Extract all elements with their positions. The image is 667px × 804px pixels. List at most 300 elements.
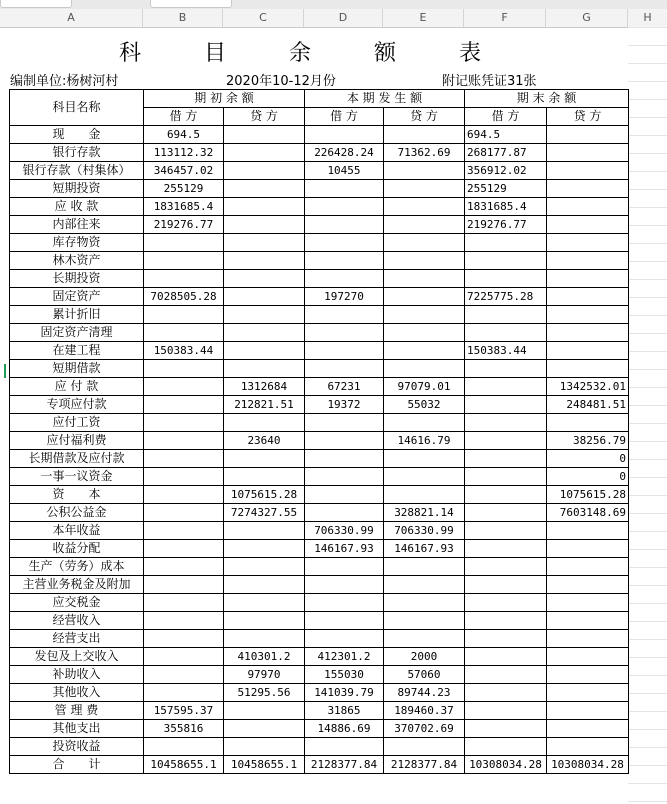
amount-cell[interactable] — [144, 468, 224, 486]
table-row — [10, 144, 629, 162]
subject-name-cell[interactable]: 应交税金 — [10, 594, 144, 612]
amount-cell[interactable]: 7274327.55 — [224, 504, 305, 522]
amount-cell[interactable] — [384, 468, 465, 486]
amount-cell[interactable] — [224, 414, 305, 432]
amount-cell[interactable] — [384, 738, 465, 756]
amount-cell[interactable] — [547, 270, 629, 288]
subject-name-cell[interactable]: 资 本 — [10, 486, 144, 504]
amount-cell[interactable] — [465, 378, 547, 396]
amount-cell[interactable] — [547, 360, 629, 378]
amount-cell[interactable] — [384, 612, 465, 630]
subject-name-cell[interactable]: 短期投资 — [10, 180, 144, 198]
subject-name-cell[interactable]: 公积公益金 — [10, 504, 144, 522]
amount-cell[interactable]: 410301.2 — [224, 648, 305, 666]
amount-cell[interactable] — [547, 252, 629, 270]
amount-cell[interactable]: 71362.69 — [384, 144, 465, 162]
amount-cell[interactable] — [547, 738, 629, 756]
amount-cell[interactable] — [305, 324, 384, 342]
amount-cell[interactable] — [547, 126, 629, 144]
amount-cell[interactable] — [224, 540, 305, 558]
amount-cell[interactable]: 67231 — [305, 378, 384, 396]
column-header-f[interactable]: F — [464, 9, 546, 27]
amount-cell[interactable] — [547, 540, 629, 558]
amount-cell[interactable]: 1831685.4 — [144, 198, 224, 216]
amount-cell[interactable] — [144, 432, 224, 450]
subject-name-cell[interactable]: 累计折旧 — [10, 306, 144, 324]
workbook-tab-strip — [0, 0, 667, 9]
amount-cell[interactable] — [224, 216, 305, 234]
amount-cell[interactable] — [384, 180, 465, 198]
subject-name-cell[interactable]: 在建工程 — [10, 342, 144, 360]
amount-cell[interactable] — [305, 252, 384, 270]
amount-cell[interactable]: 146167.93 — [305, 540, 384, 558]
subject-name-cell[interactable]: 其他收入 — [10, 684, 144, 702]
amount-cell[interactable] — [547, 594, 629, 612]
amount-cell[interactable] — [144, 324, 224, 342]
amount-cell[interactable]: 51295.56 — [224, 684, 305, 702]
amount-cell[interactable] — [465, 576, 547, 594]
table-row — [10, 378, 629, 396]
amount-cell[interactable] — [547, 720, 629, 738]
subject-name-cell[interactable]: 内部往来 — [10, 216, 144, 234]
amount-cell[interactable]: 706330.99 — [305, 522, 384, 540]
amount-cell[interactable]: 226428.24 — [305, 144, 384, 162]
amount-cell[interactable] — [144, 666, 224, 684]
amount-cell[interactable] — [384, 270, 465, 288]
amount-cell[interactable] — [465, 612, 547, 630]
amount-cell[interactable] — [547, 324, 629, 342]
column-header-a[interactable]: A — [0, 9, 143, 27]
amount-cell[interactable] — [305, 216, 384, 234]
amount-cell[interactable] — [465, 522, 547, 540]
amount-cell[interactable] — [384, 306, 465, 324]
table-row — [10, 648, 629, 666]
table-row — [10, 576, 629, 594]
amount-cell[interactable]: 328821.14 — [384, 504, 465, 522]
table-row — [10, 414, 629, 432]
amount-cell[interactable]: 113112.32 — [144, 144, 224, 162]
amount-cell[interactable]: 89744.23 — [384, 684, 465, 702]
amount-cell[interactable] — [224, 270, 305, 288]
amount-cell[interactable] — [305, 270, 384, 288]
amount-cell[interactable] — [224, 522, 305, 540]
amount-cell[interactable]: 189460.37 — [384, 702, 465, 720]
amount-cell[interactable] — [144, 558, 224, 576]
amount-cell[interactable] — [224, 144, 305, 162]
table-row — [10, 684, 629, 702]
amount-cell[interactable]: 412301.2 — [305, 648, 384, 666]
amount-cell[interactable]: 14616.79 — [384, 432, 465, 450]
amount-cell[interactable]: 706330.99 — [384, 522, 465, 540]
amount-cell[interactable] — [465, 360, 547, 378]
amount-cell[interactable] — [144, 684, 224, 702]
amount-cell[interactable]: 10458655.1 — [144, 756, 224, 774]
subject-name-cell[interactable]: 短期借款 — [10, 360, 144, 378]
subject-name-cell[interactable]: 发包及上交收入 — [10, 648, 144, 666]
amount-cell[interactable] — [465, 738, 547, 756]
amount-cell[interactable] — [224, 468, 305, 486]
amount-cell[interactable] — [224, 558, 305, 576]
amount-cell[interactable]: 7225775.28 — [465, 288, 547, 306]
amount-cell[interactable]: 370702.69 — [384, 720, 465, 738]
subject-name-cell[interactable]: 投资收益 — [10, 738, 144, 756]
amount-cell[interactable] — [384, 288, 465, 306]
amount-cell[interactable]: 7028505.28 — [144, 288, 224, 306]
amount-cell[interactable] — [144, 612, 224, 630]
amount-cell[interactable]: 1075615.28 — [547, 486, 629, 504]
amount-cell[interactable] — [384, 324, 465, 342]
amount-cell[interactable] — [384, 594, 465, 612]
column-header-bar — [0, 9, 667, 28]
amount-cell[interactable] — [547, 648, 629, 666]
amount-cell[interactable] — [384, 414, 465, 432]
header-debit[interactable]: 借 方 — [305, 108, 384, 126]
column-header-c[interactable]: C — [223, 9, 304, 27]
amount-cell[interactable] — [465, 594, 547, 612]
header-subject-name[interactable]: 科目名称 — [10, 90, 144, 126]
header-credit[interactable]: 贷 方 — [547, 108, 629, 126]
amount-cell[interactable] — [224, 450, 305, 468]
amount-cell[interactable] — [144, 630, 224, 648]
amount-cell[interactable] — [384, 630, 465, 648]
period-label: 2020年10-12月份 — [226, 74, 336, 89]
header-credit[interactable]: 贷 方 — [384, 108, 465, 126]
amount-cell[interactable] — [384, 252, 465, 270]
total-row — [10, 756, 629, 774]
amount-cell[interactable] — [144, 306, 224, 324]
amount-cell[interactable] — [144, 270, 224, 288]
amount-cell[interactable]: 694.5 — [144, 126, 224, 144]
amount-cell[interactable] — [144, 450, 224, 468]
subject-name-cell[interactable]: 固定资产清理 — [10, 324, 144, 342]
amount-cell[interactable] — [224, 288, 305, 306]
subject-name-cell[interactable]: 林木资产 — [10, 252, 144, 270]
table-row — [10, 180, 629, 198]
subject-name-cell[interactable]: 经营支出 — [10, 630, 144, 648]
amount-cell[interactable] — [305, 180, 384, 198]
amount-cell[interactable]: 212821.51 — [224, 396, 305, 414]
table-row — [10, 666, 629, 684]
table-row — [10, 450, 629, 468]
subject-name-cell[interactable]: 本年收益 — [10, 522, 144, 540]
amount-cell[interactable] — [305, 414, 384, 432]
amount-cell[interactable] — [465, 468, 547, 486]
subject-name-cell[interactable]: 主营业务税金及附加 — [10, 576, 144, 594]
header-current-amount[interactable]: 本 期 发 生 额 — [305, 90, 465, 108]
amount-cell[interactable] — [224, 342, 305, 360]
table-row — [10, 612, 629, 630]
amount-cell[interactable] — [305, 198, 384, 216]
sheet-tab[interactable] — [0, 0, 72, 8]
amount-cell[interactable] — [144, 234, 224, 252]
amount-cell[interactable] — [224, 198, 305, 216]
amount-cell[interactable] — [305, 576, 384, 594]
amount-cell[interactable]: 155030 — [305, 666, 384, 684]
subject-name-cell[interactable]: 管 理 费 — [10, 702, 144, 720]
amount-cell[interactable]: 150383.44 — [465, 342, 547, 360]
subject-name-cell[interactable]: 长期借款及应付款 — [10, 450, 144, 468]
table-row — [10, 558, 629, 576]
amount-cell[interactable] — [465, 504, 547, 522]
subject-name-cell[interactable]: 银行存款 — [10, 144, 144, 162]
amount-cell[interactable] — [224, 180, 305, 198]
sheet-tab[interactable] — [150, 0, 232, 8]
table-row — [10, 468, 629, 486]
amount-cell[interactable] — [465, 720, 547, 738]
amount-cell[interactable] — [465, 414, 547, 432]
amount-cell[interactable]: 197270 — [305, 288, 384, 306]
spreadsheet-area[interactable] — [0, 27, 667, 804]
amount-cell[interactable]: 97079.01 — [384, 378, 465, 396]
amount-cell[interactable]: 10455 — [305, 162, 384, 180]
column-header-h[interactable]: H — [643, 11, 652, 24]
amount-cell[interactable] — [547, 198, 629, 216]
amount-cell[interactable] — [305, 504, 384, 522]
amount-cell[interactable] — [465, 630, 547, 648]
amount-cell[interactable] — [305, 558, 384, 576]
amount-cell[interactable] — [465, 432, 547, 450]
amount-cell[interactable]: 146167.93 — [384, 540, 465, 558]
amount-cell[interactable] — [547, 522, 629, 540]
amount-cell[interactable] — [465, 234, 547, 252]
subject-name-cell[interactable]: 经营收入 — [10, 612, 144, 630]
amount-cell[interactable] — [547, 234, 629, 252]
amount-cell[interactable]: 1075615.28 — [224, 486, 305, 504]
amount-cell[interactable] — [465, 396, 547, 414]
table-row — [10, 594, 629, 612]
header-debit[interactable]: 借 方 — [465, 108, 547, 126]
table-row — [10, 702, 629, 720]
amount-cell[interactable]: 57060 — [384, 666, 465, 684]
amount-cell[interactable] — [305, 234, 384, 252]
subject-name-cell[interactable]: 库存物资 — [10, 234, 144, 252]
column-header-b[interactable]: B — [143, 9, 223, 27]
amount-cell[interactable] — [547, 576, 629, 594]
amount-cell[interactable] — [384, 360, 465, 378]
amount-cell[interactable] — [224, 126, 305, 144]
amount-cell[interactable]: 255129 — [465, 180, 547, 198]
subject-name-cell[interactable]: 补助收入 — [10, 666, 144, 684]
column-header-g[interactable]: G — [546, 9, 628, 27]
amount-cell[interactable] — [547, 180, 629, 198]
subject-name-cell[interactable]: 应付福利费 — [10, 432, 144, 450]
amount-cell[interactable]: 14886.69 — [305, 720, 384, 738]
subject-name-cell[interactable]: 长期投资 — [10, 270, 144, 288]
amount-cell[interactable] — [547, 162, 629, 180]
amount-cell[interactable] — [144, 504, 224, 522]
amount-cell[interactable] — [465, 648, 547, 666]
amount-cell[interactable] — [144, 252, 224, 270]
header-opening-balance[interactable]: 期 初 余 额 — [144, 90, 305, 108]
amount-cell[interactable]: 1312684 — [224, 378, 305, 396]
amount-cell[interactable] — [384, 126, 465, 144]
amount-cell[interactable] — [144, 378, 224, 396]
amount-cell[interactable]: 219276.77 — [465, 216, 547, 234]
header-credit[interactable]: 贷 方 — [224, 108, 305, 126]
amount-cell[interactable]: 356912.02 — [465, 162, 547, 180]
amount-cell[interactable] — [547, 414, 629, 432]
table-row — [10, 504, 629, 522]
amount-cell[interactable]: 38256.79 — [547, 432, 629, 450]
amount-cell[interactable] — [384, 576, 465, 594]
amount-cell[interactable] — [465, 324, 547, 342]
amount-cell[interactable]: 19372 — [305, 396, 384, 414]
amount-cell[interactable] — [547, 558, 629, 576]
amount-cell[interactable]: 2000 — [384, 648, 465, 666]
amount-cell[interactable] — [384, 486, 465, 504]
amount-cell[interactable] — [305, 612, 384, 630]
amount-cell[interactable]: 55032 — [384, 396, 465, 414]
amount-cell[interactable]: 2128377.84 — [305, 756, 384, 774]
amount-cell[interactable]: 141039.79 — [305, 684, 384, 702]
amount-cell[interactable] — [224, 720, 305, 738]
amount-cell[interactable] — [224, 252, 305, 270]
amount-cell[interactable] — [144, 414, 224, 432]
amount-cell[interactable]: 355816 — [144, 720, 224, 738]
amount-cell[interactable] — [305, 306, 384, 324]
amount-cell[interactable]: 2128377.84 — [384, 756, 465, 774]
amount-cell[interactable] — [547, 144, 629, 162]
amount-cell[interactable]: 1831685.4 — [465, 198, 547, 216]
subject-name-cell[interactable]: 银行存款（村集体） — [10, 162, 144, 180]
amount-cell[interactable] — [144, 540, 224, 558]
amount-cell[interactable] — [384, 558, 465, 576]
subject-name-cell[interactable]: 现 金 — [10, 126, 144, 144]
amount-cell[interactable] — [465, 702, 547, 720]
amount-cell[interactable] — [144, 522, 224, 540]
amount-cell[interactable] — [465, 486, 547, 504]
subject-name-cell[interactable]: 生产（劳务）成本 — [10, 558, 144, 576]
empty-column-h[interactable] — [628, 27, 667, 804]
subject-name-cell[interactable]: 合 计 — [10, 756, 144, 774]
amount-cell[interactable] — [224, 594, 305, 612]
amount-cell[interactable]: 219276.77 — [144, 216, 224, 234]
subject-name-cell[interactable]: 一事一议资金 — [10, 468, 144, 486]
balance-table — [9, 89, 629, 774]
amount-cell[interactable]: 255129 — [144, 180, 224, 198]
amount-cell[interactable] — [224, 702, 305, 720]
table-row — [10, 252, 629, 270]
subject-name-cell[interactable]: 其他支出 — [10, 720, 144, 738]
column-header-d[interactable]: D — [304, 9, 383, 27]
table-row — [10, 630, 629, 648]
amount-cell[interactable]: 10308034.28 — [465, 756, 547, 774]
amount-cell[interactable]: 23640 — [224, 432, 305, 450]
amount-cell[interactable] — [305, 630, 384, 648]
amount-cell[interactable] — [305, 126, 384, 144]
amount-cell[interactable]: 150383.44 — [144, 342, 224, 360]
amount-cell[interactable]: 97970 — [224, 666, 305, 684]
subject-name-cell[interactable]: 应付工资 — [10, 414, 144, 432]
table-row — [10, 396, 629, 414]
amount-cell[interactable] — [547, 288, 629, 306]
amount-cell[interactable] — [144, 360, 224, 378]
amount-cell[interactable] — [144, 486, 224, 504]
amount-cell[interactable]: 157595.37 — [144, 702, 224, 720]
amount-cell[interactable] — [224, 360, 305, 378]
amount-cell[interactable] — [547, 342, 629, 360]
amount-cell[interactable] — [305, 432, 384, 450]
amount-cell[interactable] — [224, 738, 305, 756]
amount-cell[interactable] — [384, 198, 465, 216]
amount-cell[interactable] — [384, 234, 465, 252]
subject-name-cell[interactable]: 收益分配 — [10, 540, 144, 558]
amount-cell[interactable]: 1342532.01 — [547, 378, 629, 396]
amount-cell[interactable] — [144, 396, 224, 414]
amount-cell[interactable] — [224, 234, 305, 252]
amount-cell[interactable] — [224, 612, 305, 630]
amount-cell[interactable] — [465, 306, 547, 324]
amount-cell[interactable] — [305, 468, 384, 486]
amount-cell[interactable] — [144, 594, 224, 612]
amount-cell[interactable] — [144, 576, 224, 594]
amount-cell[interactable] — [305, 450, 384, 468]
table-row — [10, 522, 629, 540]
amount-cell[interactable] — [224, 576, 305, 594]
subject-name-cell[interactable]: 应 付 款 — [10, 378, 144, 396]
amount-cell[interactable]: 31865 — [305, 702, 384, 720]
cell-cursor-marker — [4, 364, 6, 378]
amount-cell[interactable]: 0 — [547, 450, 629, 468]
amount-cell[interactable] — [384, 216, 465, 234]
amount-cell[interactable]: 346457.02 — [144, 162, 224, 180]
amount-cell[interactable] — [547, 684, 629, 702]
amount-cell[interactable] — [465, 666, 547, 684]
amount-cell[interactable] — [305, 360, 384, 378]
amount-cell[interactable] — [305, 342, 384, 360]
amount-cell[interactable] — [465, 450, 547, 468]
amount-cell[interactable] — [384, 342, 465, 360]
amount-cell[interactable] — [465, 558, 547, 576]
amount-cell[interactable] — [465, 270, 547, 288]
amount-cell[interactable] — [384, 162, 465, 180]
amount-cell[interactable] — [465, 540, 547, 558]
amount-cell[interactable] — [547, 630, 629, 648]
amount-cell[interactable]: 10458655.1 — [224, 756, 305, 774]
subject-name-cell[interactable]: 专项应付款 — [10, 396, 144, 414]
amount-cell[interactable]: 7603148.69 — [547, 504, 629, 522]
amount-cell[interactable] — [384, 450, 465, 468]
subject-name-cell[interactable]: 固定资产 — [10, 288, 144, 306]
column-header-e[interactable]: E — [383, 9, 464, 27]
table-row — [10, 270, 629, 288]
amount-cell[interactable] — [305, 594, 384, 612]
header-ending-balance[interactable]: 期 末 余 额 — [465, 90, 629, 108]
amount-cell[interactable] — [465, 252, 547, 270]
amount-cell[interactable] — [144, 738, 224, 756]
amount-cell[interactable] — [547, 216, 629, 234]
amount-cell[interactable]: 694.5 — [465, 126, 547, 144]
subject-name-cell[interactable]: 应 收 款 — [10, 198, 144, 216]
amount-cell[interactable] — [547, 306, 629, 324]
amount-cell[interactable] — [144, 648, 224, 666]
amount-cell[interactable] — [547, 666, 629, 684]
amount-cell[interactable]: 268177.87 — [465, 144, 547, 162]
amount-cell[interactable]: 248481.51 — [547, 396, 629, 414]
amount-cell[interactable] — [224, 162, 305, 180]
amount-cell[interactable] — [305, 486, 384, 504]
amount-cell[interactable] — [465, 684, 547, 702]
amount-cell[interactable] — [224, 630, 305, 648]
amount-cell[interactable] — [224, 306, 305, 324]
amount-cell[interactable]: 0 — [547, 468, 629, 486]
amount-cell[interactable] — [547, 612, 629, 630]
header-debit[interactable]: 借 方 — [144, 108, 224, 126]
amount-cell[interactable] — [305, 738, 384, 756]
amount-cell[interactable]: 10308034.28 — [547, 756, 629, 774]
amount-cell[interactable] — [547, 702, 629, 720]
amount-cell[interactable] — [224, 324, 305, 342]
